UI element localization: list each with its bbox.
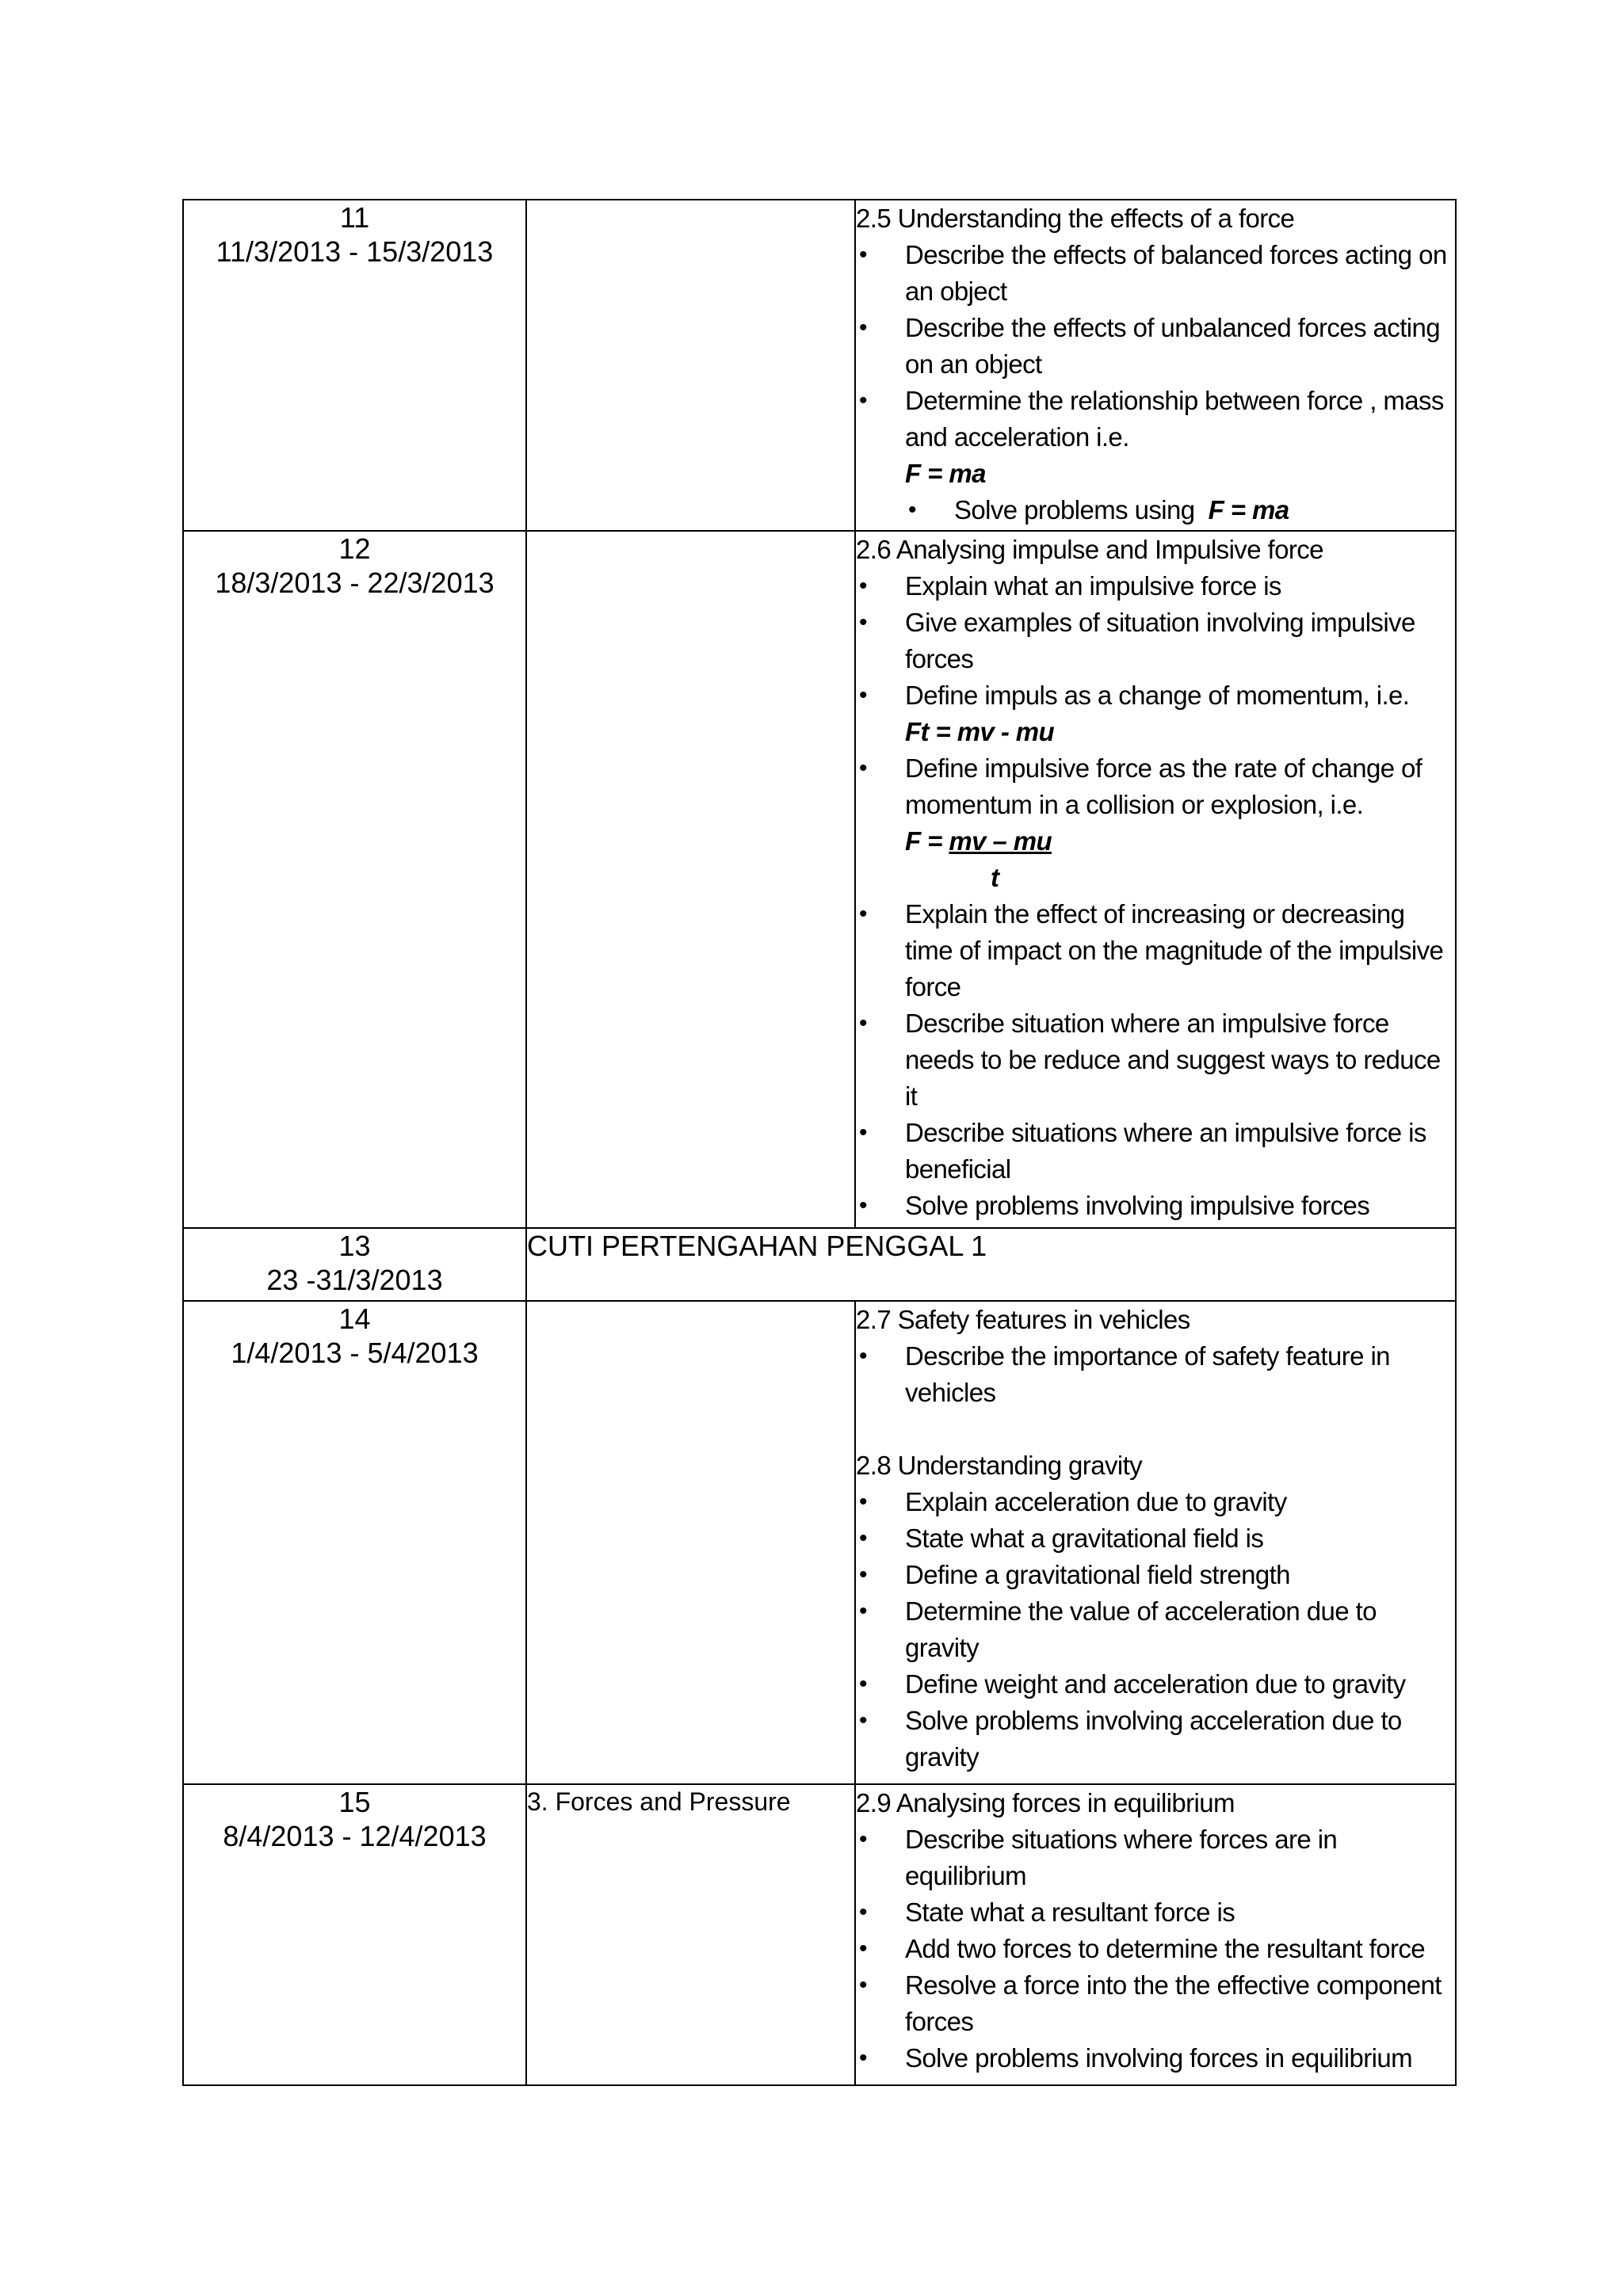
bullet-icon: • bbox=[859, 315, 867, 341]
list-item: • Describe situation where an impulsive force needs to be reduce and suggest ways to reduce it bbox=[856, 1005, 1455, 1115]
table-row bbox=[183, 200, 1456, 531]
week-number: 12 bbox=[338, 532, 371, 565]
list-item: • Define impuls as a change of momentum, i.e. Ft = mv - mu bbox=[856, 677, 1455, 750]
bullet-icon: • bbox=[859, 755, 867, 781]
list-item: • Define weight and acceleration due to gravity bbox=[856, 1666, 1455, 1703]
list-item: • Give examples of situation involving impulsive forces bbox=[856, 605, 1455, 677]
week-cell bbox=[183, 1228, 526, 1301]
bullet-icon: • bbox=[859, 1525, 867, 1551]
week-dates: 1/4/2013 - 5/4/2013 bbox=[231, 1337, 479, 1369]
week-cell bbox=[183, 1784, 526, 2085]
list-item: • Determine the value of acceleration due to gravity bbox=[856, 1593, 1455, 1666]
bullet-icon: • bbox=[859, 242, 867, 268]
topic-cell bbox=[526, 531, 855, 1228]
list-item: • Describe situations where forces are in equilibrium bbox=[856, 1821, 1455, 1894]
topic-cell: 3. Forces and Pressure bbox=[526, 1784, 855, 2085]
formula: Ft = mv - mu bbox=[905, 717, 1055, 746]
list-item: • Describe the effects of unbalanced forces acting on an object bbox=[856, 310, 1455, 383]
bullet-icon: • bbox=[859, 1671, 867, 1697]
bullet-icon: • bbox=[859, 901, 867, 927]
topic-cell bbox=[526, 1301, 855, 1784]
formula-denominator: t bbox=[991, 863, 999, 892]
section-heading: 2.5 Understanding the effects of a force bbox=[856, 204, 1295, 233]
bullet-icon: • bbox=[859, 1489, 867, 1515]
objectives-list bbox=[856, 1821, 1455, 2077]
bullet-icon: • bbox=[859, 1972, 867, 1998]
table-row bbox=[183, 1301, 1456, 1784]
list-item: • Define impulsive force as the rate of change of momentum in a collision or explosion, i.e. F = mv – mu t bbox=[856, 750, 1455, 896]
list-item: • Solve problems involving forces in equilibrium bbox=[856, 2040, 1455, 2077]
list-item: • Define a gravitational field strength bbox=[856, 1557, 1455, 1593]
objectives-cell bbox=[855, 1301, 1456, 1784]
section-heading: 2.9 Analysing forces in equilibrium bbox=[856, 1788, 1235, 1817]
objectives-list bbox=[856, 1338, 1455, 1411]
list-item: • Explain acceleration due to gravity bbox=[856, 1484, 1455, 1520]
formula: F = mv – mu bbox=[905, 826, 1052, 856]
week-number: 13 bbox=[338, 1230, 371, 1262]
list-item: • Describe the importance of safety feature in vehicles bbox=[856, 1338, 1455, 1411]
objectives-cell bbox=[855, 531, 1456, 1228]
bullet-icon: • bbox=[859, 1598, 867, 1624]
section-heading: 2.8 Understanding gravity bbox=[856, 1451, 1143, 1480]
week-number: 14 bbox=[338, 1302, 371, 1335]
bullet-icon: • bbox=[859, 2045, 867, 2071]
bullet-icon: • bbox=[859, 1707, 867, 1733]
list-item: • State what a resultant force is bbox=[856, 1894, 1455, 1931]
bullet-icon: • bbox=[859, 1010, 867, 1036]
list-item: • State what a gravitational field is bbox=[856, 1520, 1455, 1557]
bullet-icon: • bbox=[859, 1826, 867, 1852]
week-cell bbox=[183, 1301, 526, 1784]
objectives-cell bbox=[855, 200, 1456, 531]
objectives-list bbox=[856, 1484, 1455, 1775]
bullet-icon: • bbox=[859, 1562, 867, 1588]
bullet-icon: • bbox=[859, 1192, 867, 1219]
bullet-icon: • bbox=[859, 1936, 867, 1962]
bullet-icon: • bbox=[859, 609, 867, 635]
week-dates: 11/3/2013 - 15/3/2013 bbox=[216, 235, 494, 268]
spacer bbox=[856, 1411, 1455, 1447]
week-dates: 8/4/2013 - 12/4/2013 bbox=[223, 1820, 487, 1852]
week-dates: 18/3/2013 - 22/3/2013 bbox=[215, 566, 495, 599]
topic-cell bbox=[526, 200, 855, 531]
week-cell bbox=[183, 200, 526, 531]
table-row bbox=[183, 1228, 1456, 1301]
bullet-icon: • bbox=[859, 1119, 867, 1146]
formula: F = ma bbox=[905, 459, 986, 488]
formula: F = ma bbox=[1208, 495, 1289, 524]
list-item: • Solve problems involving impulsive forces bbox=[856, 1188, 1455, 1224]
bullet-icon: • bbox=[859, 682, 867, 708]
bullet-icon: • bbox=[859, 387, 867, 414]
bullet-icon: • bbox=[859, 1343, 867, 1369]
bullet-icon: • bbox=[908, 497, 916, 523]
section-heading: 2.7 Safety features in vehicles bbox=[856, 1305, 1190, 1334]
list-item: • Solve problems using F = ma bbox=[856, 492, 1455, 528]
list-item: • Describe the effects of balanced forces acting on an object bbox=[856, 237, 1455, 310]
list-item: • Determine the relationship between force , mass and acceleration i.e. F = ma bbox=[856, 383, 1455, 492]
list-item: • Explain the effect of increasing or decreasing time of impact on the magnitude of the impulsive force bbox=[856, 896, 1455, 1005]
objectives-list bbox=[856, 237, 1455, 528]
list-item: • Describe situations where an impulsive force is beneficial bbox=[856, 1115, 1455, 1188]
objectives-list bbox=[856, 568, 1455, 1224]
list-item: • Explain what an impulsive force is bbox=[856, 568, 1455, 605]
list-item: • Solve problems involving acceleration due to gravity bbox=[856, 1703, 1455, 1775]
week-dates: 23 -31/3/2013 bbox=[266, 1264, 443, 1296]
table-row bbox=[183, 1784, 1456, 2085]
list-item: • Add two forces to determine the resultant force bbox=[856, 1931, 1455, 1967]
bullet-icon: • bbox=[859, 1899, 867, 1925]
week-number: 15 bbox=[338, 1786, 371, 1818]
table-row bbox=[183, 531, 1456, 1228]
list-item: • Resolve a force into the the effective component forces bbox=[856, 1967, 1455, 2040]
section-heading: 2.6 Analysing impulse and Impulsive force bbox=[856, 535, 1323, 564]
week-cell bbox=[183, 531, 526, 1228]
week-number: 11 bbox=[339, 201, 370, 234]
holiday-cell: CUTI PERTENGAHAN PENGGAL 1 bbox=[526, 1228, 1456, 1301]
objectives-cell bbox=[855, 1784, 1456, 2085]
bullet-icon: • bbox=[859, 573, 867, 599]
scheme-of-work-table bbox=[182, 199, 1457, 2086]
